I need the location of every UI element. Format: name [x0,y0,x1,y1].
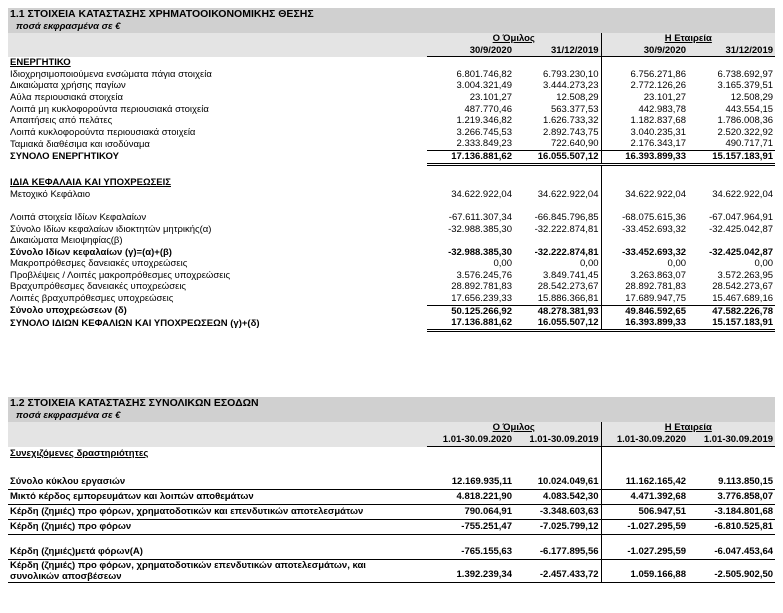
blank-cell [427,461,514,475]
row-value: 4.083.542,30 [514,490,601,505]
blank-cell [514,57,601,69]
row-value: 3.040.235,31 [601,127,688,139]
row-label: Δικαιώματα Μειοψηφίας(β) [10,235,123,247]
row-value: 3.849.741,45 [543,269,599,281]
blank-cell [8,200,427,212]
row-value: 2.520.322,92 [717,126,774,138]
table-row [8,520,775,535]
row-value: 1.219.346,82 [456,115,512,127]
row-label: Σύνολο κύκλου εργασιών [8,475,427,490]
blank-cell [427,447,514,462]
row-label: Ταμιακά διαθέσιμα και ισοδύναμα [10,138,150,150]
table-row [8,80,775,92]
row-value: 17.689.947,75 [601,293,688,305]
row-value: -33.452.693,32 [601,224,688,236]
table-row [8,281,775,293]
table-row [8,127,775,139]
blank-cell [601,535,688,546]
row-value [427,235,514,247]
table-row [8,189,775,201]
table-row [8,138,775,150]
row-value: -6.047.453,64 [688,545,775,560]
row-value: 16.055.507,12 [514,317,601,330]
row-value: -67.611.307,34 [448,211,512,223]
row-value: 15.157.183,91 [688,150,775,164]
table-row [8,235,775,247]
row-value: 0,00 [493,258,512,270]
row-value: -2.505.902,50 [688,560,775,583]
row-value: 1.626.733,32 [543,115,599,127]
table-row [8,104,775,116]
table-row [8,212,775,224]
row-value: 563.377,53 [550,103,599,115]
blank-cell [688,164,775,177]
row-value: 34.622.922,04 [601,189,688,201]
heading-label: Συνεχιζόμενες δραστηριότητες [10,447,149,459]
row-value: 2.176.343,17 [601,138,688,150]
blank-row [8,461,775,475]
blank-cell [601,447,688,462]
row-label: ΣΥΝΟΛΟ ΙΔΙΩΝ ΚΕΦΑΛΙΩΝ ΚΑΙ ΥΠΟΧΡΕΩΣΕΩΝ (γ)+(δ) [10,318,260,329]
group-header-row [8,422,775,434]
column-header-row [8,45,775,57]
group-header-group: Ο Όμιλος [427,33,601,45]
blank-cell [514,200,601,212]
table-row [8,115,775,127]
column-header: 1.01-30.09.2020 [601,434,688,447]
last-row [8,560,775,583]
row-value: 34.622.922,04 [451,188,512,200]
table-row [8,545,775,560]
row-value: 34.622.922,04 [537,188,599,200]
row-value: -32.222.874,81 [534,246,599,258]
row-value: 442.983,78 [601,104,688,116]
row-value: 9.113.850,15 [688,475,775,490]
blank-cell [688,461,775,475]
blank-cell [514,447,601,462]
group-header-company: Η Εταιρεία [601,33,775,45]
row-label: Σύνολο Ιδίων κεφαλαίων ιδιοκτητών μητρικής(α) [10,223,212,235]
blank-cell [601,57,688,69]
row-value: -755.251,47 [427,520,514,535]
row-value: 48.278.381,93 [537,305,599,317]
row-value: 3.165.379,51 [717,80,774,92]
row-value: 3.444.273,23 [543,80,599,92]
row-label: ΣΥΝΟΛΟ ΕΝΕΡΓΗΤΙΚΟΥ [10,151,119,163]
row-value: -7.025.799,12 [514,520,601,535]
row-value: 487.770,46 [464,103,512,115]
row-value: -6.177.895,56 [514,545,601,560]
continuing-operations-heading-row [8,447,775,462]
row-value: 3.572.263,95 [717,269,774,281]
row-label: Βραχυπρόθεσμες δανειακές υποχρεώσεις [10,281,187,293]
row-label: Κέρδη (ζημιές) προ φόρων, χρηματοδοτικών και επενδυτικών αποτελεσμάτων [8,505,427,520]
row-label: Μικτό κέρδος εμπορευμάτων και λοιπών αποθεμάτων [8,490,427,505]
row-value: 10.024.049,61 [514,475,601,490]
row-value: 11.162.165,42 [601,475,688,490]
row-value: 50.125.266,92 [451,305,512,317]
row-value: 0,00 [601,258,688,270]
column-header: 1.01-30.09.2020 [427,434,514,447]
column-header: 30/9/2020 [427,45,514,57]
column-header: 1.01-30.09.2019 [514,434,601,447]
column-header: 30/9/2020 [601,45,688,57]
blank-cell [427,200,514,212]
row-value: 49.846.592,65 [601,305,688,317]
row-label: Σύνολο υποχρεώσεων (δ) [10,305,127,317]
column-header: 31/12/2019 [688,45,775,57]
row-value: 1.059.166,88 [601,560,688,583]
grand-total-row [8,317,775,330]
heading-label: ΕΝΕΡΓΗΤΙΚΟ [10,56,71,68]
row-value: 23.101,27 [601,92,688,104]
row-label: Απαιτήσεις από πελάτες [10,115,113,127]
row-value: 28.542.273,67 [712,281,774,293]
row-value: -32.988.385,30 [448,246,512,258]
row-value: 17.136.881,62 [427,317,514,330]
section-title: 1.1 ΣΤΟΙΧΕΙΑ ΚΑΤΑΣΤΑΣΗΣ ΧΡΗΜΑΤΟΟΙΚΟΝΟΜΙΚΗΣ ΘΕΣΗΣ [8,8,775,21]
group-header-row [8,33,775,45]
row-value: 443.554,15 [725,103,774,115]
row-label: Λοιπές βραχυπρόθεσμες υποχρεώσεις [10,293,174,305]
blank-cell [601,461,688,475]
row-value: 2.892.743,75 [543,126,599,138]
row-value: 790.064,91 [427,505,514,520]
blank-cell [8,434,427,447]
row-label: Μακροπρόθεσμες δανειακές υποχρεώσεις [10,258,188,270]
row-value: -3.184.801,68 [688,505,775,520]
row-value: 28.542.273,67 [537,281,599,293]
row-value: 490.717,71 [688,138,775,150]
blank-cell [8,45,427,57]
row-value: 34.622.922,04 [712,188,774,200]
row-value: 0,00 [754,258,774,270]
heading-label: ΙΔΙΑ ΚΕΦΑΛΑΙΑ ΚΑΙ ΥΠΟΧΡΕΩΣΕΙΣ [10,177,171,189]
blank-cell [514,164,601,177]
row-value: 17.656.239,33 [427,293,514,305]
row-value: -68.075.615,36 [601,212,688,224]
row-value: -765.155,63 [427,545,514,560]
row-value: 15.886.366,81 [514,293,601,305]
row-value: 6.738.692,97 [717,68,774,80]
row-value [514,235,601,247]
row-value: 47.582.226,78 [712,305,774,317]
blank-cell [688,177,775,189]
row-label: Σύνολο Ιδίων κεφαλαίων (γ)=(α)+(β) [10,246,172,258]
row-value: 6.756.271,86 [601,69,688,81]
row-label: Ιδιοχρησιμοποιούμενα ενσώματα πάγια στοιχεία [10,68,212,80]
blank-cell [8,422,427,434]
row-value: -32.425.042,87 [709,223,774,235]
row-value: -66.845.796,85 [534,211,599,223]
row-value: 3.576.245,76 [456,269,512,281]
column-header-row [8,434,775,447]
assets-heading-row [8,57,775,69]
row-value: 0,00 [580,258,599,270]
table-row [8,224,775,236]
row-value: 15.157.183,91 [688,317,775,330]
row-value: 4.818.221,90 [427,490,514,505]
group-header-company: Η Εταιρεία [601,422,775,434]
row-label: Λοιπά μη κυκλοφορούντα περιουσιακά στοιχεία [10,103,209,115]
row-value: 23.101,27 [469,91,512,103]
financial-position-table [8,33,775,332]
row-label: Λοιπά κυκλοφορούντα περιουσιακά στοιχεία [10,126,196,138]
row-value: 6.801.746,82 [456,68,512,80]
row-value: -33.452.693,32 [601,247,688,259]
blank-cell [8,461,427,475]
row-value: -6.810.525,81 [688,520,775,535]
row-value: 1.786.008,36 [717,115,774,127]
column-header: 1.01-30.09.2019 [688,434,775,447]
blank-cell [601,164,688,177]
row-label: Μετοχικό Κεφάλαιο [10,188,91,200]
row-value: 28.892.781,83 [601,281,688,293]
row-value: 722.640,90 [514,138,601,150]
blank-row [8,164,775,177]
row-label: Προβλέψεις / Λοιπές μακροπρόθεσμες υποχρεώσεις [10,269,231,281]
row-label [8,560,427,583]
table-row [8,258,775,270]
row-value: 3.776.858,07 [688,490,775,505]
row-label-line: συνολικών αποσβέσεων [10,571,122,582]
row-value: -32.222.874,81 [534,223,599,235]
blank-cell [601,177,688,189]
row-value: 12.508,29 [556,91,599,103]
row-value: -2.457.433,72 [514,560,601,583]
row-value: 16.393.899,33 [601,150,688,164]
row-value: 4.471.392,68 [601,490,688,505]
row-value: 3.263.863,07 [601,270,688,282]
blank-cell [514,535,601,546]
blank-cell [601,200,688,212]
row-value: 28.892.781,83 [451,281,512,293]
row-value: 1.182.837,68 [601,115,688,127]
blank-cell [688,535,775,546]
row-label: Δικαιώματα χρήσης παγίων [10,80,126,92]
row-value: -32.425.042,87 [709,246,774,258]
row-value: -32.988.385,30 [448,223,512,235]
row-value: 506.947,51 [601,505,688,520]
row-value: 2.333.849,23 [427,138,514,150]
row-value: 12.508,29 [730,91,774,103]
section-subtitle: ποσά εκφρασμένα σε € [8,410,775,422]
table-row [8,505,775,520]
blank-cell [688,200,775,212]
blank-cell [427,177,514,189]
row-value: -1.027.295,59 [601,520,688,535]
group-header-group: Ο Όμιλος [427,422,601,434]
row-label: Κέρδη (ζημιές)μετά φόρων(Α) [8,545,427,560]
blank-row [8,200,775,212]
row-value: -1.027.295,59 [601,545,688,560]
row-value: 12.169.935,11 [427,475,514,490]
table-row [8,270,775,282]
statement-financial-position [8,8,775,332]
table-row [8,490,775,505]
row-value: 17.136.881,62 [427,150,514,164]
row-value: -67.047.964,91 [709,211,774,223]
section-title: 1.2 ΣΤΟΙΧΕΙΑ ΚΑΤΑΣΤΑΣΗΣ ΣΥΝΟΛΙΚΩΝ ΕΣΟΔΩΝ [8,397,775,410]
blank-cell [427,535,514,546]
row-value: 2.772.126,26 [601,80,688,92]
table-row [8,475,775,490]
table-row [8,293,775,305]
row-value: 3.266.745,53 [456,126,512,138]
row-label: Αύλα περιουσιακά στοιχεία [10,91,123,103]
blank-row [8,535,775,546]
liabilities-total-row [8,305,775,317]
blank-cell [688,447,775,462]
assets-total-row [8,150,775,164]
row-value: 15.467.689,16 [688,293,775,305]
blank-cell [427,164,514,177]
equity-total-row [8,247,775,259]
row-value: 1.392.239,34 [427,560,514,583]
blank-cell [427,57,514,69]
blank-cell [8,535,427,546]
blank-cell [8,33,427,45]
blank-cell [514,177,601,189]
row-value: 3.004.321,49 [456,80,512,92]
row-value: 6.793.230,10 [543,68,599,80]
row-value: 16.055.507,12 [514,150,601,164]
row-label: Κέρδη (ζημιές) προ φόρων [8,520,427,535]
equity-heading-row [8,177,775,189]
row-value [601,235,688,247]
table-row [8,92,775,104]
row-value [688,235,775,247]
statement-comprehensive-income [8,397,775,583]
row-value: 16.393.899,33 [601,317,688,330]
row-label-line: Κέρδη (ζημιές) προ φόρων, χρηματοδοτικών επενδυτικών αποτελεσμάτων, και [10,560,366,571]
row-value: -3.348.603,63 [514,505,601,520]
section-subtitle: ποσά εκφρασμένα σε € [8,21,775,33]
table-row [8,69,775,81]
row-label: Λοιπά στοιχεία Ιδίων Κεφαλαίων [10,211,147,223]
blank-cell [688,57,775,69]
blank-cell [514,461,601,475]
blank-cell [8,164,427,177]
column-header: 31/12/2019 [514,45,601,57]
comprehensive-income-table [8,422,775,583]
